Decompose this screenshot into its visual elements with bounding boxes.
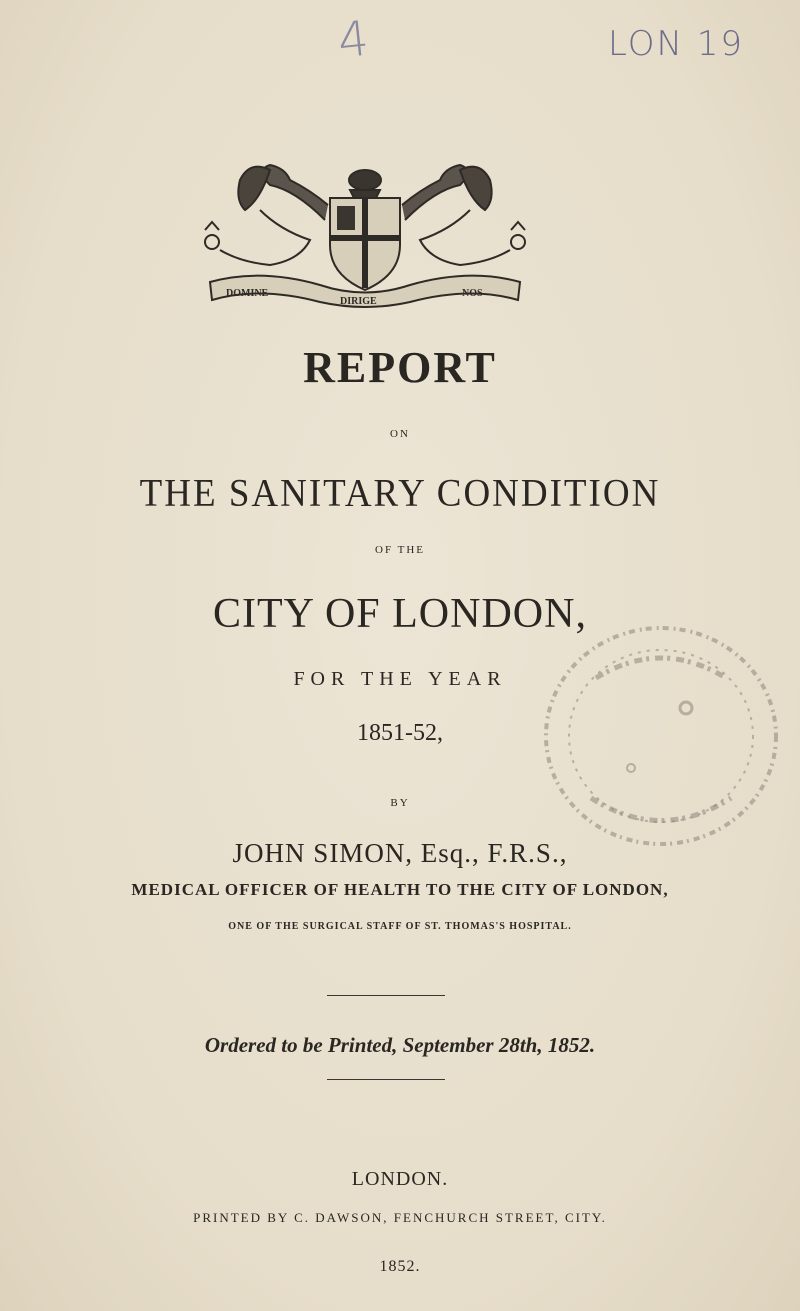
- handwritten-page-number: 4: [335, 10, 372, 70]
- by-label: BY: [390, 797, 410, 809]
- imprint-place: LONDON.: [351, 1168, 449, 1190]
- report-heading: REPORT: [303, 343, 497, 392]
- report-year: 1851-52,: [357, 720, 443, 746]
- motto-word: DIRIGE: [340, 296, 377, 307]
- on-label: ON: [390, 428, 410, 440]
- motto-word: NOS: [462, 288, 483, 299]
- handwritten-reference: LON 19: [608, 24, 744, 64]
- ordered-note: Ordered to be Printed, September 28th, 1852.: [204, 1033, 596, 1057]
- author-name: JOHN SIMON, Esq., F.R.S.,: [232, 838, 568, 868]
- imprint-year: 1852.: [379, 1258, 421, 1275]
- motto-word: DOMINE: [226, 288, 269, 299]
- of-the-label: OF THE: [375, 544, 425, 556]
- divider: [327, 995, 445, 996]
- for-the-year-label: FOR THE YEAR: [293, 668, 507, 690]
- author-office: MEDICAL OFFICER OF HEALTH TO THE CITY OF LONDON,: [131, 880, 669, 899]
- imprint-printer: PRINTED BY C. DAWSON, FENCHURCH STREET, CITY.: [193, 1210, 607, 1225]
- library-stamp-icon: [536, 618, 786, 858]
- city-of-london-crest-icon: [200, 150, 530, 310]
- subject-heading: THE SANITARY CONDITION: [139, 471, 661, 516]
- author-affiliation: ONE OF THE SURGICAL STAFF OF ST. THOMAS'S HOSPITAL.: [228, 921, 572, 932]
- city-heading: CITY OF LONDON,: [213, 591, 587, 637]
- divider: [327, 1079, 445, 1080]
